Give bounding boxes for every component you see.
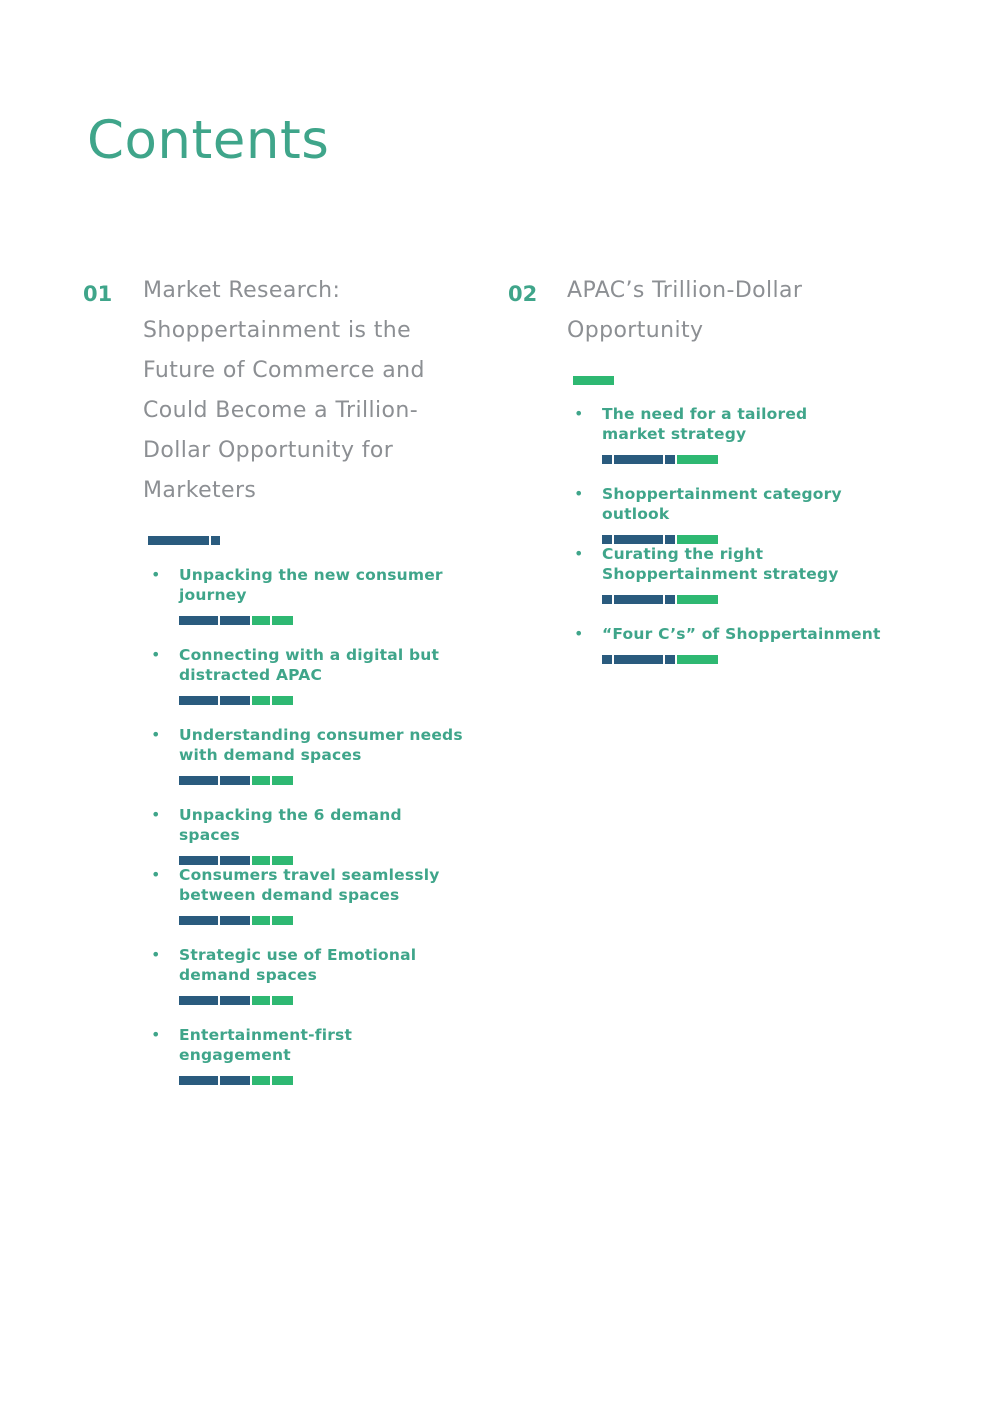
bullet-icon: • bbox=[151, 805, 161, 824]
section-title-line: Dollar Opportunity for bbox=[143, 438, 394, 463]
item-label: Consumers travel seamlessly bbox=[179, 866, 440, 884]
reading-progress-bar bbox=[602, 455, 718, 464]
item-label: Curating the right bbox=[602, 545, 764, 563]
item-label: journey bbox=[179, 586, 247, 604]
reading-progress-bar bbox=[179, 616, 293, 625]
section-02 bbox=[508, 278, 908, 702]
reading-progress-bar bbox=[602, 535, 718, 544]
bullet-icon: • bbox=[574, 484, 584, 503]
reading-progress-bar bbox=[602, 595, 718, 604]
list-item[interactable] bbox=[148, 945, 468, 1025]
item-label: Understanding consumer needs bbox=[179, 726, 463, 744]
list-item[interactable] bbox=[571, 404, 901, 484]
reading-progress-bar bbox=[179, 1076, 293, 1085]
section-01 bbox=[83, 278, 463, 1082]
section-progress-bar bbox=[573, 376, 614, 385]
list-item[interactable] bbox=[571, 484, 901, 544]
bullet-icon: • bbox=[151, 1025, 161, 1044]
list-item[interactable] bbox=[148, 725, 468, 805]
item-label: distracted APAC bbox=[179, 666, 323, 684]
item-label: Shoppertainment strategy bbox=[602, 565, 839, 583]
item-label: Unpacking the new consumer bbox=[179, 566, 443, 584]
item-label: demand spaces bbox=[179, 966, 318, 984]
bullet-icon: • bbox=[151, 645, 161, 664]
reading-progress-bar bbox=[602, 655, 718, 664]
item-label: Entertainment-first engagement bbox=[179, 1026, 353, 1064]
section-title-line: Market Research: bbox=[143, 278, 341, 303]
bullet-icon: • bbox=[151, 865, 161, 884]
section-title-line: Could Become a Trillion- bbox=[143, 398, 419, 423]
list-item[interactable] bbox=[571, 624, 901, 684]
reading-progress-bar bbox=[179, 696, 293, 705]
section-item-list bbox=[148, 565, 468, 1085]
list-item[interactable] bbox=[571, 544, 901, 624]
item-label: Strategic use of Emotional bbox=[179, 946, 417, 964]
section-progress-bar bbox=[148, 536, 220, 545]
bullet-icon: • bbox=[151, 725, 161, 744]
item-label: market strategy bbox=[602, 425, 747, 443]
item-label: The need for a tailored bbox=[602, 405, 808, 423]
bullet-icon: • bbox=[151, 565, 161, 584]
section-title-line: Shoppertainment is the bbox=[143, 318, 412, 343]
bullet-icon: • bbox=[574, 544, 584, 563]
item-label: between demand spaces bbox=[179, 886, 400, 904]
item-label: Unpacking the 6 demand spaces bbox=[179, 806, 402, 844]
list-item[interactable] bbox=[148, 1025, 468, 1085]
item-label: Connecting with a digital but bbox=[179, 646, 440, 664]
section-title[interactable] bbox=[143, 271, 463, 511]
section-title-line: Opportunity bbox=[567, 318, 704, 343]
bullet-icon: • bbox=[574, 404, 584, 423]
section-number: 02 bbox=[508, 282, 538, 306]
list-item[interactable] bbox=[148, 565, 468, 645]
page-title: Contents bbox=[87, 110, 330, 171]
list-item[interactable] bbox=[148, 645, 468, 725]
reading-progress-bar bbox=[179, 916, 293, 925]
section-title-line: Marketers bbox=[143, 478, 257, 503]
reading-progress-bar bbox=[179, 856, 293, 865]
item-label: “Four C’s” of Shoppertainment bbox=[602, 625, 881, 643]
bullet-icon: • bbox=[574, 624, 584, 643]
reading-progress-bar bbox=[179, 996, 293, 1005]
section-title[interactable] bbox=[567, 271, 887, 351]
section-number: 01 bbox=[83, 282, 113, 306]
bullet-icon: • bbox=[151, 945, 161, 964]
item-label: with demand spaces bbox=[179, 746, 362, 764]
section-title-line: Future of Commerce and bbox=[143, 358, 425, 383]
reading-progress-bar bbox=[179, 776, 293, 785]
item-label: Shoppertainment category outlook bbox=[602, 485, 842, 523]
section-item-list bbox=[571, 404, 901, 684]
list-item[interactable] bbox=[148, 805, 468, 865]
section-title-line: APAC’s Trillion-Dollar bbox=[567, 278, 803, 303]
list-item[interactable] bbox=[148, 865, 468, 945]
